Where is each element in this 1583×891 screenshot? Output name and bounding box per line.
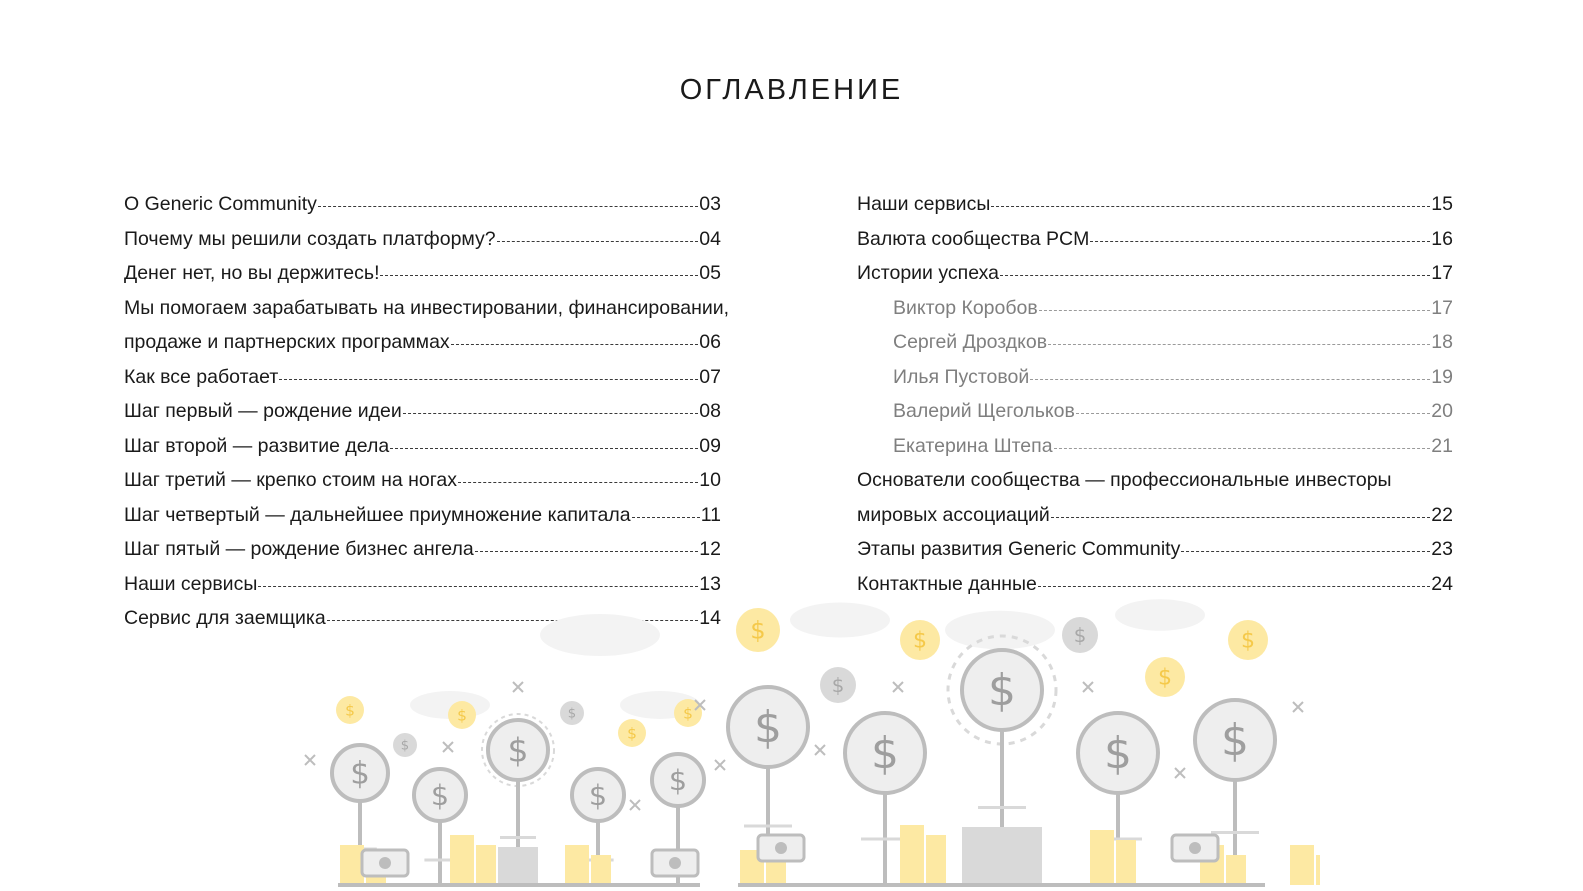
coin-stack — [450, 835, 474, 885]
dollar-sign-icon: $ — [1221, 715, 1249, 767]
cloud-shape — [790, 603, 890, 638]
coin-stack — [591, 855, 611, 885]
toc-page-number: 04 — [699, 227, 721, 250]
toc-entry-title: Наши сервисы — [124, 572, 258, 595]
banknote-center — [1189, 842, 1201, 854]
dollar-sign-icon: $ — [507, 730, 529, 770]
toc-page-number: 22 — [1431, 503, 1453, 526]
toc-entry-title: Почему мы решили создать платформу? — [124, 227, 496, 250]
toc-entry[interactable] — [857, 538, 1453, 573]
toc-page-number: 03 — [699, 193, 721, 215]
sparkle-icon — [815, 745, 825, 755]
dollar-sign-icon: $ — [588, 777, 608, 812]
toc-entry-title: Сервис для заемщика — [124, 607, 326, 629]
toc-entry-title: продаже и партнерских программах — [124, 331, 450, 353]
coin-stack — [926, 835, 946, 885]
coin-stack — [1226, 855, 1246, 885]
toc-entry[interactable] — [124, 435, 721, 470]
toc-entry[interactable] — [124, 366, 721, 401]
toc-entry[interactable] — [857, 400, 1453, 435]
toc-entry-title: Валюта сообщества PCM — [857, 227, 1090, 250]
toc-page-number: 18 — [1431, 331, 1453, 353]
dot-leader — [475, 551, 699, 552]
toc-entry-title: Валерий Щегольков — [893, 400, 1075, 422]
dollar-sign-icon: $ — [754, 702, 782, 754]
coin-stack — [1090, 830, 1114, 885]
dollar-sign-icon: $ — [627, 724, 637, 743]
toc-page-number: 15 — [1431, 193, 1453, 215]
coin-stack — [900, 825, 924, 885]
dollar-sign-icon: $ — [871, 728, 899, 780]
sparkle-icon — [513, 682, 523, 692]
toc-entry[interactable] — [124, 193, 721, 228]
toc-entry[interactable] — [857, 435, 1453, 470]
dollar-sign-icon: $ — [1241, 628, 1255, 654]
toc-right-column — [857, 193, 1453, 607]
toc-entry[interactable] — [857, 469, 1453, 504]
toc-entry-title: Шаг второй — развитие дела — [124, 434, 390, 457]
toc-entry[interactable] — [124, 400, 721, 435]
toc-entry[interactable] — [857, 366, 1453, 401]
toc-page-number: 14 — [699, 607, 721, 629]
dollar-sign-icon: $ — [400, 738, 410, 754]
coin-stack — [766, 860, 786, 885]
toc-entry[interactable] — [124, 331, 721, 366]
toc-page-number: 17 — [1431, 296, 1453, 319]
dollar-sign-icon: $ — [988, 665, 1016, 717]
dot-leader — [403, 413, 699, 414]
dot-leader — [1048, 344, 1430, 345]
toc-page-number: 24 — [1431, 572, 1453, 595]
dot-leader — [1000, 275, 1430, 276]
banknote-center — [669, 857, 681, 869]
toc-entry-title: Сергей Дроздков — [893, 331, 1048, 353]
cloud-shape — [1115, 599, 1205, 631]
dot-leader — [497, 241, 699, 242]
dot-leader — [632, 517, 700, 518]
plant-pot — [962, 827, 1042, 887]
toc-page-number: 10 — [699, 469, 721, 491]
toc-entry[interactable] — [857, 504, 1453, 539]
dollar-sign-icon: $ — [1158, 665, 1172, 691]
banknote-center — [775, 842, 787, 854]
toc-entry-title: Шаг третий — крепко стоим на ногах — [124, 469, 458, 491]
toc-entry-title: мировых ассоциаций — [857, 503, 1050, 526]
dot-leader — [451, 344, 699, 345]
dollar-sign-icon: $ — [567, 706, 577, 722]
toc-page-number: 07 — [699, 365, 721, 388]
dot-leader — [258, 586, 698, 587]
toc-page-number: 11 — [700, 503, 721, 526]
dollar-sign-icon: $ — [1073, 623, 1087, 647]
coin-stack — [340, 845, 364, 885]
money-tree-illustration — [300, 595, 1320, 891]
dot-leader — [1038, 586, 1430, 587]
sparkle-icon — [1293, 702, 1303, 712]
toc-entry[interactable] — [124, 228, 721, 263]
toc-entry-title: Шаг пятый — рождение бизнес ангела — [124, 538, 474, 560]
toc-entry[interactable] — [124, 504, 721, 539]
toc-entry[interactable] — [857, 331, 1453, 366]
dot-leader — [318, 206, 698, 207]
toc-entry-title: Шаг четвертый — дальнейшее приумножение капитала — [124, 503, 631, 526]
toc-entry[interactable] — [857, 193, 1453, 228]
coin-stack — [565, 845, 589, 885]
dot-leader — [458, 482, 698, 483]
coin-stack — [1116, 840, 1136, 885]
dollar-sign-icon: $ — [831, 673, 845, 697]
toc-entry-title: Денег нет, но вы держитесь! — [124, 262, 380, 284]
toc-entry-title: О Generic Community — [124, 193, 317, 215]
dot-leader — [1181, 551, 1430, 552]
dot-leader — [1054, 448, 1431, 449]
toc-entry-title: Шаг первый — рождение идеи — [124, 400, 402, 422]
dollar-sign-icon: $ — [345, 701, 355, 720]
coin-stack — [1316, 855, 1320, 885]
toc-page-number: 20 — [1431, 400, 1453, 422]
toc-page-number: 06 — [699, 331, 721, 353]
dot-leader — [279, 379, 698, 380]
toc-entry[interactable] — [124, 538, 721, 573]
toc-entry[interactable] — [124, 469, 721, 504]
dot-leader — [390, 448, 698, 449]
dot-leader — [991, 206, 1430, 207]
dollar-sign-icon: $ — [457, 706, 467, 725]
dollar-sign-icon: $ — [430, 777, 450, 812]
sparkle-icon — [1175, 768, 1185, 778]
dollar-sign-icon: $ — [683, 704, 693, 723]
toc-page-number: 13 — [699, 572, 721, 595]
toc-entry[interactable] — [857, 297, 1453, 332]
dot-leader — [380, 275, 698, 276]
toc-entry-title: Этапы развития Generic Community — [857, 538, 1181, 560]
dot-leader — [1090, 241, 1430, 242]
toc-page-number: 08 — [699, 400, 721, 422]
dot-leader — [1030, 379, 1430, 380]
toc-page-number: 12 — [699, 538, 721, 560]
coin-stack — [476, 845, 496, 885]
toc-entry-title: Илья Пустовой — [893, 365, 1030, 388]
toc-page-number: 23 — [1431, 538, 1453, 560]
toc-page-number: 19 — [1431, 365, 1453, 388]
toc-left-column — [124, 193, 730, 642]
dollar-sign-icon: $ — [750, 616, 766, 645]
toc-entry[interactable] — [857, 228, 1453, 263]
toc-entry[interactable] — [124, 296, 730, 332]
cloud-shape — [540, 614, 660, 656]
toc-entry-title: Мы помогаем зарабатывать на инвестировании, финансировании, — [124, 296, 730, 319]
page-title: ОГЛАВЛЕНИЕ — [679, 74, 904, 106]
toc-page-number: 05 — [699, 262, 721, 284]
sparkle-icon — [893, 682, 903, 692]
toc-entry-title: Контактные данные — [857, 572, 1037, 595]
sparkle-icon — [715, 760, 725, 770]
banknote-center — [379, 857, 391, 869]
toc-entry-title: Наши сервисы — [857, 193, 991, 215]
toc-entry-title: Виктор Коробов — [893, 296, 1038, 319]
toc-page-number: 16 — [1431, 227, 1453, 250]
sparkle-icon — [1083, 682, 1093, 692]
plant-pot — [498, 847, 538, 887]
coin-stack — [1290, 845, 1314, 885]
cloud-shape — [945, 611, 1055, 650]
toc-entry-title: Основатели сообщества — профессиональные инвесторы — [857, 469, 1392, 491]
toc-page-number: 21 — [1431, 434, 1453, 457]
dollar-sign-icon: $ — [913, 628, 927, 654]
sparkle-icon — [305, 755, 315, 765]
toc-page-number: 17 — [1431, 262, 1453, 284]
dollar-sign-icon: $ — [350, 755, 370, 792]
dot-leader — [1039, 310, 1431, 311]
toc-entry-title: Истории успеха — [857, 262, 1000, 284]
dot-leader — [1076, 413, 1430, 414]
toc-entry[interactable] — [124, 262, 721, 297]
sparkle-icon — [630, 800, 640, 810]
dollar-sign-icon: $ — [1104, 728, 1132, 780]
toc-entry-title: Как все работает — [124, 365, 279, 388]
dot-leader — [1051, 517, 1430, 518]
toc-page-number: 09 — [699, 434, 721, 457]
toc-entry[interactable] — [857, 262, 1453, 297]
sparkle-icon — [443, 742, 453, 752]
toc-entry-title: Екатерина Штепа — [893, 434, 1053, 457]
dollar-sign-icon: $ — [668, 762, 688, 797]
